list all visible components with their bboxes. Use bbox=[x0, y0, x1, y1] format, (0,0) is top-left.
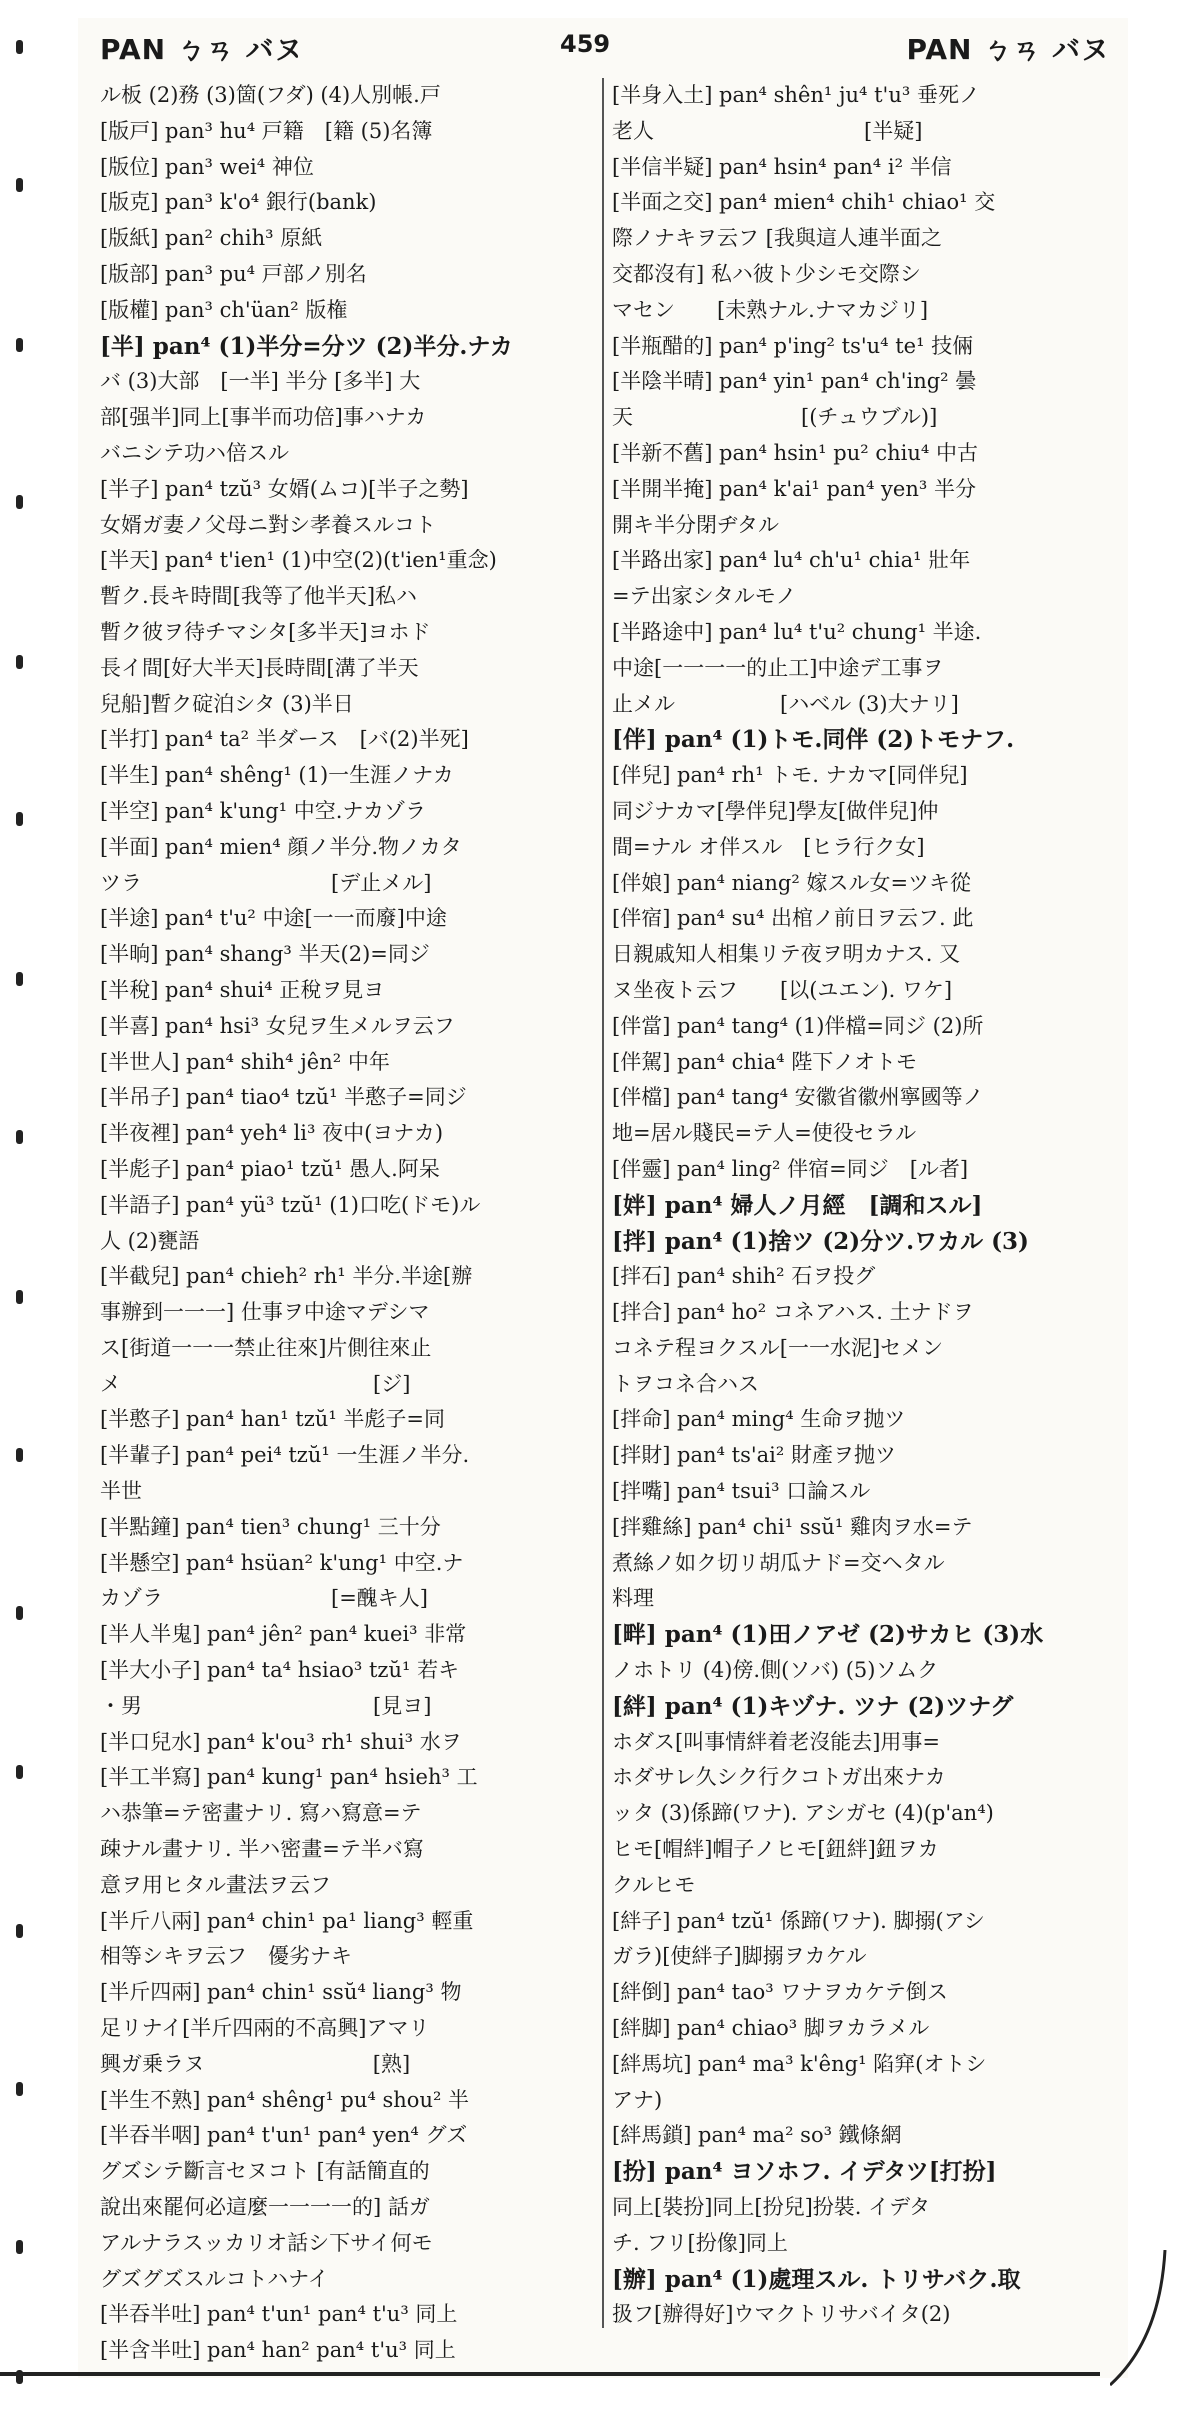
dictionary-line: 料理 bbox=[612, 1586, 654, 1611]
dictionary-line: [伴靈] pan⁴ ling² 伴宿=同ジ [ル者] bbox=[612, 1156, 969, 1181]
dictionary-line: [版紙] pan² chih³ 原紙 bbox=[100, 226, 323, 251]
dictionary-line: [半斤四兩] pan⁴ chin¹ ssŭ⁴ liang³ 物 bbox=[100, 1980, 462, 2005]
dictionary-line: [半吞半吐] pan⁴ t'un¹ pan⁴ t'u³ 同上 bbox=[100, 2302, 458, 2327]
dictionary-line: コネテ程ヨクスル[一一水泥]セメン bbox=[612, 1335, 944, 1360]
dictionary-line: 間=ナル オ伴スル [ヒラ行ク女] bbox=[612, 834, 925, 859]
dictionary-line: ホダサレ久シク行クコトガ出來ナカ bbox=[612, 1765, 946, 1790]
header-left: PAN ㄅㄢ バヌ bbox=[100, 33, 304, 66]
dictionary-line: 同ジナカマ[學伴兒]學友[做伴兒]仲 bbox=[612, 798, 939, 823]
binding-hole bbox=[16, 40, 23, 54]
dictionary-line: バ (3)大部 [一半] 半分 [多半] 大 bbox=[100, 369, 421, 394]
binding-hole bbox=[16, 178, 23, 192]
dictionary-line: グズグズスルコトハナイ bbox=[100, 2266, 329, 2291]
dictionary-line: 女婿ガ妻ノ父母ニ對シ孝養スルコト bbox=[100, 512, 436, 537]
dictionary-line: [伴娘] pan⁴ niang² 嫁スル女=ツキ從 bbox=[612, 870, 972, 895]
dictionary-line: [伴宿] pan⁴ su⁴ 出棺ノ前日ヲ云フ. 此 bbox=[612, 906, 974, 931]
dictionary-line: ス[街道一一一禁止往來]片側往來止 bbox=[100, 1335, 432, 1360]
dictionary-line: [半開半掩] pan⁴ k'ai¹ pan⁴ yen³ 半分 bbox=[612, 476, 976, 501]
dictionary-line: [半] pan⁴ (1)半分=分ツ (2)半分.ナカ bbox=[100, 332, 513, 360]
dictionary-line: [版部] pan³ pu⁴ 戸部ノ別名 bbox=[100, 261, 367, 286]
dictionary-line: [辦] pan⁴ (1)處理スル. トリサバク.取 bbox=[612, 2265, 1021, 2293]
binding-hole bbox=[16, 1448, 23, 1462]
dictionary-line: 中途[一一一一的止工]中途デ工事ヲ bbox=[612, 655, 944, 680]
binding-edge bbox=[0, 0, 30, 2409]
dictionary-line: [伴檔] pan⁴ tang⁴ 安徽省徽州寧國等ノ bbox=[612, 1085, 984, 1110]
dictionary-line: [半斤八兩] pan⁴ chin¹ pa¹ liang³ 輕重 bbox=[100, 1908, 474, 1933]
dictionary-line: [半打] pan⁴ ta² 半ダース [バ(2)半死] bbox=[100, 727, 469, 752]
dictionary-line: アナ) bbox=[612, 2087, 663, 2112]
dictionary-line: チ. フリ[扮像]同上 bbox=[612, 2230, 788, 2255]
dictionary-line: [絆馬坑] pan⁴ ma³ k'êng¹ 陷穽(オトシ bbox=[612, 2051, 987, 2076]
dictionary-line: [半空] pan⁴ k'ung¹ 中空.ナカゾラ bbox=[100, 798, 426, 823]
dictionary-line: [半新不舊] pan⁴ hsin¹ pu² chiu⁴ 中古 bbox=[612, 440, 978, 465]
dictionary-line: ノホトリ (4)傍.側(ソバ) (5)ソムク bbox=[612, 1658, 939, 1683]
binding-hole bbox=[16, 655, 23, 669]
dictionary-line: [伴當] pan⁴ tang⁴ (1)伴檔=同ジ (2)所 bbox=[612, 1013, 984, 1038]
dictionary-line: クルヒモ bbox=[612, 1872, 696, 1897]
dictionary-line: [半工半寫] pan⁴ kung¹ pan⁴ hsieh³ 工 bbox=[100, 1765, 478, 1790]
binding-hole bbox=[16, 1130, 23, 1144]
dictionary-line: [扮] pan⁴ ヨソホフ. イデタツ[打扮] bbox=[612, 2158, 997, 2186]
dictionary-line: [拌] pan⁴ (1)捨ツ (2)分ツ.ワカル (3) bbox=[612, 1227, 1029, 1255]
dictionary-line: [半路出家] pan⁴ lu⁴ ch'u¹ chia¹ 壯年 bbox=[612, 548, 971, 573]
dictionary-line: メ [ジ] bbox=[100, 1371, 411, 1396]
dictionary-line: [半陰半晴] pan⁴ yin¹ pan⁴ ch'ing² 曇 bbox=[612, 369, 977, 394]
dictionary-line: [半稅] pan⁴ shui⁴ 正稅ヲ見ヨ bbox=[100, 977, 385, 1002]
dictionary-line: ル板 (2)務 (3)箇(フダ) (4)人別帳.戸 bbox=[100, 83, 441, 107]
dictionary-line: 地=居ル賤民=テ人=使役セラル bbox=[612, 1121, 917, 1146]
dictionary-line: [拌石] pan⁴ shih² 石ヲ投グ bbox=[612, 1264, 876, 1289]
dictionary-line: 同上[裝扮]同上[扮兒]扮裝. イデタ bbox=[612, 2195, 931, 2220]
dictionary-line: [版位] pan³ wei⁴ 神位 bbox=[100, 154, 314, 179]
dictionary-line: [半子] pan⁴ tzŭ³ 女婿(ムコ)[半子之勢] bbox=[100, 476, 469, 501]
right-column bbox=[612, 78, 1117, 2328]
dictionary-line: [拌合] pan⁴ ho² コネアハス. 土ナドヲ bbox=[612, 1300, 974, 1325]
binding-hole bbox=[16, 338, 23, 352]
dictionary-line: [半喜] pan⁴ hsi³ 女兒ヲ生メルヲ云フ bbox=[100, 1013, 455, 1038]
dictionary-line: [拌嘴] pan⁴ tsui³ 口論スル bbox=[612, 1479, 871, 1504]
dictionary-line: [半生不熟] pan⁴ shêng¹ pu⁴ shou² 半 bbox=[100, 2087, 470, 2112]
left-column bbox=[100, 78, 605, 2363]
dictionary-line: ガラ)[使絆子]脚搦ヲカケル bbox=[612, 1944, 867, 1969]
dictionary-line: ホダス[叫事情絆着老沒能去]用事= bbox=[612, 1729, 940, 1754]
dictionary-line: グズシテ斷言セヌコト [有話簡直的 bbox=[100, 2159, 430, 2184]
dictionary-line: [拌財] pan⁴ ts'ai² 財產ヲ抛ツ bbox=[612, 1443, 896, 1468]
dictionary-line: [半世人] pan⁴ shih⁴ jên² 中年 bbox=[100, 1049, 390, 1074]
dictionary-line: 老人 [半疑] bbox=[612, 118, 923, 143]
dictionary-line: マセン [未熟ナル.ナマカジリ] bbox=[612, 297, 929, 322]
dictionary-line: [半點鐘] pan⁴ tien³ chung¹ 三十分 bbox=[100, 1514, 441, 1539]
dictionary-line: [半夜裡] pan⁴ yeh⁴ li³ 夜中(ヨナカ) bbox=[100, 1121, 444, 1146]
dictionary-line: [半口兒水] pan⁴ k'ou³ rh¹ shui³ 水ヲ bbox=[100, 1729, 462, 1754]
dictionary-line: 暫ク彼ヲ待チマシタ[多半天]ヨホド bbox=[100, 619, 431, 644]
dictionary-line: [版戸] pan³ hu⁴ 戸籍 [籍 (5)名簿 bbox=[100, 118, 433, 143]
dictionary-line: [絆] pan⁴ (1)キヅナ. ツナ (2)ツナグ bbox=[612, 1692, 1014, 1720]
dictionary-line: カゾラ [=醜キ人] bbox=[100, 1586, 428, 1611]
dictionary-line: 意ヲ用ヒタル畫法ヲ云フ bbox=[100, 1872, 331, 1897]
dictionary-line: [版克] pan³ k'o⁴ 銀行(bank) bbox=[100, 190, 377, 215]
dictionary-line: [半大小子] pan⁴ ta⁴ hsiao³ tzŭ¹ 若キ bbox=[100, 1658, 460, 1683]
dictionary-line: [半信半疑] pan⁴ hsin⁴ pan⁴ i² 半信 bbox=[612, 154, 952, 179]
dictionary-line: ヌ坐夜ト云フ [以(ユエン). ワケ] bbox=[612, 977, 953, 1002]
dictionary-line: [半途] pan⁴ t'u² 中途[一一而廢]中途 bbox=[100, 906, 447, 931]
column-divider bbox=[602, 78, 604, 2328]
binding-hole bbox=[16, 2082, 23, 2096]
dictionary-line: 煮絲ノ如ク切リ胡瓜ナド=交ヘタル bbox=[612, 1550, 945, 1575]
dictionary-line: [絆馬鎖] pan⁴ ma² so³ 鐵條網 bbox=[612, 2123, 902, 2148]
dictionary-line: [半身入土] pan⁴ shên¹ ju⁴ t'u³ 垂死ノ bbox=[612, 83, 980, 107]
dictionary-line: 天 [(チュウブル)] bbox=[612, 405, 938, 430]
header-right: PAN ㄅㄢ バヌ bbox=[906, 33, 1110, 66]
dictionary-line: [絆子] pan⁴ tzŭ¹ 係蹄(ワナ). 脚搦(アシ bbox=[612, 1908, 985, 1933]
dictionary-line: [伴駕] pan⁴ chia⁴ 陛下ノオトモ bbox=[612, 1049, 918, 1074]
dictionary-line: [半截兒] pan⁴ chieh² rh¹ 半分.半途[辦 bbox=[100, 1264, 473, 1289]
dictionary-line: 部[强半]同上[事半而功倍]事ハナカ bbox=[100, 405, 427, 430]
dictionary-line: [拌命] pan⁴ ming⁴ 生命ヲ抛ツ bbox=[612, 1407, 906, 1432]
dictionary-line: =テ出家シタルモノ bbox=[612, 584, 797, 609]
dictionary-line: [半路途中] pan⁴ lu⁴ t'u² chung¹ 半途. bbox=[612, 619, 982, 644]
dictionary-line: [絆倒] pan⁴ tao³ ワナヲカケテ倒ス bbox=[612, 1980, 948, 2005]
dictionary-line: 扱フ[辦得好]ウマクトリサバイタ(2) bbox=[612, 2302, 951, 2327]
dictionary-line: [半吞半咽] pan⁴ t'un¹ pan⁴ yen⁴ グズ bbox=[100, 2123, 468, 2148]
dictionary-line: [半晌] pan⁴ shang³ 半天(2)=同ジ bbox=[100, 942, 430, 967]
dictionary-line: [伴] pan⁴ (1)トモ.同伴 (2)トモナフ. bbox=[612, 726, 1015, 754]
binding-hole bbox=[16, 2240, 23, 2254]
binding-hole bbox=[16, 1765, 23, 1779]
binding-hole bbox=[16, 1606, 23, 1620]
dictionary-line: アルナラスッカリオ話シ下サイ何モ bbox=[100, 2230, 433, 2255]
dictionary-line: [半吊子] pan⁴ tiao⁴ tzŭ¹ 半憨子=同ジ bbox=[100, 1085, 467, 1110]
dictionary-line: [半瓶醋的] pan⁴ p'ing² ts'u⁴ te¹ 技倆 bbox=[612, 333, 974, 358]
dictionary-line: 事辦到一一一] 仕事ヲ中途マデシマ bbox=[100, 1300, 430, 1325]
dictionary-line: バニシテ功ハ倍スル bbox=[100, 440, 289, 465]
dictionary-line: 興ガ乗ラヌ [熟] bbox=[100, 2051, 411, 2076]
dictionary-line: 交都沒有] 私ハ彼ト少シモ交際シ bbox=[612, 261, 921, 286]
page-corner-curl bbox=[1110, 2250, 1170, 2390]
binding-hole bbox=[16, 495, 23, 509]
dictionary-line: [半含半吐] pan⁴ han² pan⁴ t'u³ 同上 bbox=[100, 2338, 456, 2363]
dictionary-line: 止メル [ハベル (3)大ナリ] bbox=[612, 691, 959, 716]
dictionary-line: [半彪子] pan⁴ piao¹ tzŭ¹ 愚人.阿呆 bbox=[100, 1156, 440, 1181]
bottom-rule bbox=[0, 2372, 1100, 2376]
page-number: 459 bbox=[560, 30, 611, 58]
dictionary-line: 開キ半分閉ヂタル bbox=[612, 512, 779, 537]
dictionary-line: 說出來罷何必這麼一一一一的] 話ガ bbox=[100, 2195, 430, 2220]
dictionary-line: [半語子] pan⁴ yü³ tzŭ¹ (1)口吃(ドモ)ル bbox=[100, 1192, 481, 1217]
dictionary-line: [半懸空] pan⁴ hsüan² k'ung¹ 中空.ナ bbox=[100, 1550, 464, 1575]
dictionary-line: 長イ間[好大半天]長時間[溝了半天 bbox=[100, 655, 419, 680]
dictionary-line: 際ノナキヲ云フ [我與這人連半面之 bbox=[612, 226, 942, 251]
dictionary-line: [半輩子] pan⁴ pei⁴ tzŭ¹ 一生涯ノ半分. bbox=[100, 1443, 470, 1468]
dictionary-line: [半人半鬼] pan⁴ jên² pan⁴ kuei³ 非常 bbox=[100, 1622, 467, 1647]
dictionary-line: 兒船]暫ク碇泊シタ (3)半日 bbox=[100, 691, 354, 716]
binding-hole bbox=[16, 812, 23, 826]
dictionary-line: 足リナイ[半斤四兩的不高興]アマリ bbox=[100, 2016, 430, 2041]
dictionary-line: [半面] pan⁴ mien⁴ 顔ノ半分.物ノカタ bbox=[100, 834, 462, 859]
dictionary-line: [版權] pan³ ch'üan² 版権 bbox=[100, 297, 348, 322]
dictionary-line: 人 (2)甕語 bbox=[100, 1228, 200, 1253]
dictionary-line: [半憨子] pan⁴ han¹ tzŭ¹ 半彪子=同 bbox=[100, 1407, 446, 1432]
dictionary-line: ヒモ[帽絆]帽子ノヒモ[鈕絆]鈕ヲカ bbox=[612, 1837, 939, 1862]
dictionary-line: トヲコネ合ハス bbox=[612, 1371, 759, 1396]
dictionary-line: [畔] pan⁴ (1)田ノアゼ (2)サカヒ (3)水 bbox=[612, 1621, 1044, 1649]
page-header bbox=[100, 28, 1120, 72]
dictionary-line: ツラ [デ止メル] bbox=[100, 870, 432, 895]
dictionary-line: [半天] pan⁴ t'ien¹ (1)中空(2)(t'ien¹重念) bbox=[100, 548, 497, 573]
dictionary-line: 半世 bbox=[100, 1479, 142, 1504]
binding-hole bbox=[16, 1290, 23, 1304]
dictionary-line: ッタ (3)係蹄(ワナ). アシガセ (4)(p'an⁴) bbox=[612, 1801, 994, 1826]
dictionary-line: [拌雞絲] pan⁴ chi¹ ssŭ¹ 雞肉ヲ水=テ bbox=[612, 1514, 973, 1539]
dictionary-line: 疎ナル畫ナリ. 半ハ密畫=テ半バ寫 bbox=[100, 1837, 424, 1862]
binding-hole bbox=[16, 1924, 23, 1938]
dictionary-line: [絆脚] pan⁴ chiao³ 脚ヲカラメル bbox=[612, 2016, 930, 2041]
dictionary-line: 日親戚知人相集リテ夜ヲ明カナス. 又 bbox=[612, 942, 961, 967]
dictionary-line: [姅] pan⁴ 婦人ノ月經 [調和スル] bbox=[612, 1191, 983, 1219]
dictionary-line: [半生] pan⁴ shêng¹ (1)一生涯ノナカ bbox=[100, 763, 454, 788]
dictionary-line: ハ恭筆=テ密畫ナリ. 寫ハ寫意=テ bbox=[100, 1801, 422, 1826]
dictionary-line: 暫ク.長キ時間[我等了他半天]私ハ bbox=[100, 584, 418, 609]
dictionary-line: 相等シキヲ云フ 優劣ナキ bbox=[100, 1944, 352, 1969]
binding-hole bbox=[16, 972, 23, 986]
dictionary-line: [伴兒] pan⁴ rh¹ トモ. ナカマ[同伴兒] bbox=[612, 763, 968, 788]
dictionary-line: ・男 [見ヨ] bbox=[100, 1693, 432, 1718]
dictionary-line: [半面之交] pan⁴ mien⁴ chih¹ chiao¹ 交 bbox=[612, 190, 996, 215]
